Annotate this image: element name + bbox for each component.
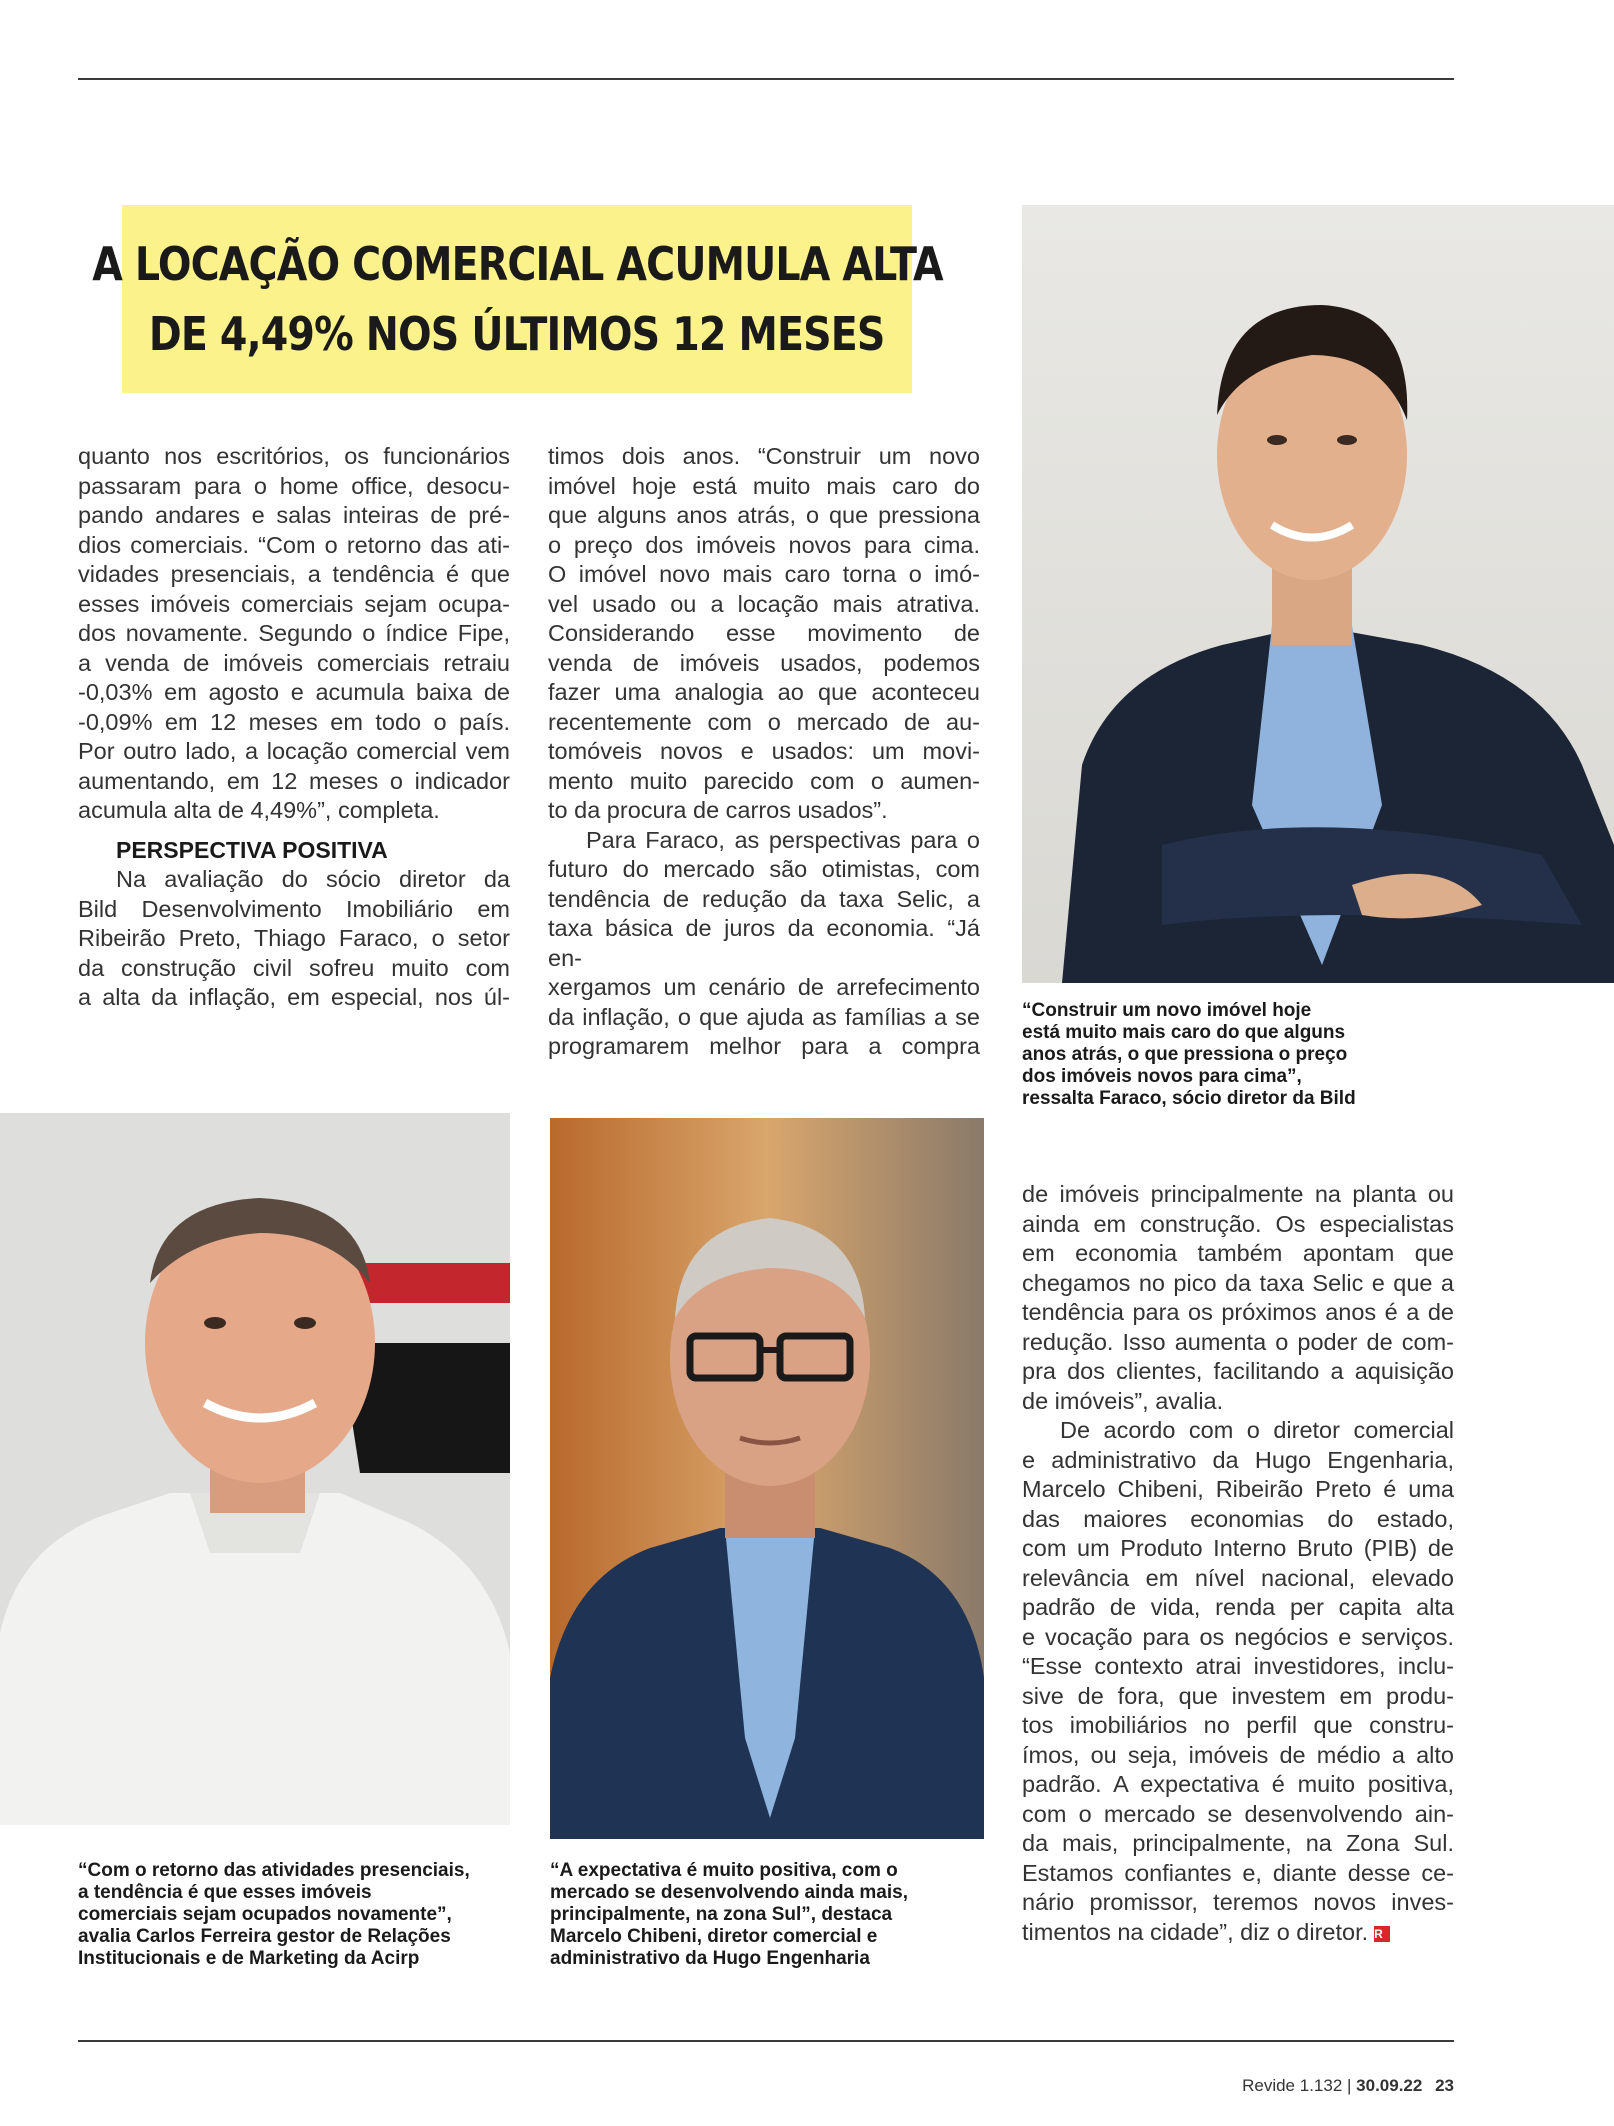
- text-line: taxa básica de juros da economia. “Já en-: [548, 915, 980, 971]
- caption-line: mercado se desenvolvendo ainda mais,: [550, 1882, 908, 1903]
- headline-box: [91, 205, 943, 393]
- text-line: ímos, ou seja, imóveis de médio a alto: [1022, 1741, 1454, 1768]
- caption-line: está muito mais caro do que alguns: [1022, 1022, 1346, 1043]
- text-line: Ribeirão Preto, Thiago Faraco, o setor: [78, 925, 510, 951]
- text-line: tomóveis novos e usados: um movi-: [548, 738, 980, 764]
- caption-line: Institucionais e de Marketing da Acirp: [78, 1948, 420, 1969]
- text-line: vidades presenciais, a tendência é que: [78, 561, 510, 587]
- text-line: em economia também apontam que: [1022, 1240, 1454, 1266]
- article-column-2: [548, 442, 980, 1062]
- text-line: esses imóveis comerciais sejam ocupa-: [78, 590, 510, 617]
- page-number: 23: [1435, 2076, 1454, 2095]
- text-line: da construção civil sofreu muito com: [78, 954, 510, 981]
- magazine-issue: Revide 1.132: [1242, 2076, 1343, 2095]
- caption-line: “Com o retorno das atividades presenciais,: [78, 1860, 470, 1881]
- text-line: ainda em construção. Os especialistas: [1022, 1210, 1454, 1237]
- top-rule: [78, 78, 1454, 80]
- text-line: “Esse contexto atrai investidores, inclu-: [1022, 1653, 1454, 1679]
- page-footer: [1242, 2076, 1454, 2096]
- text-line: Para Faraco, as perspectivas para o: [586, 826, 980, 853]
- headline-line-2: DE 4,49% NOS ÚLTIMOS 12 MESES: [149, 307, 885, 361]
- caption-carlos: [78, 1860, 470, 1970]
- end-mark-icon: R: [1374, 1926, 1390, 1942]
- text-line: vel usado ou a locação mais atrativa.: [548, 590, 980, 617]
- text-line-final: [1022, 1918, 1454, 1948]
- photo-carlos-ferreira: [0, 1113, 510, 1825]
- text-line: tendência de redução da taxa Selic, a: [548, 885, 980, 912]
- text-line: timentos na cidade”, diz o diretor.: [1022, 1918, 1369, 1945]
- text-line: o preço dos imóveis novos para cima.: [548, 531, 980, 558]
- caption-line: comerciais sejam ocupados novamente”,: [78, 1904, 452, 1925]
- text-line: padrão de vida, renda per capita alta: [1022, 1594, 1454, 1620]
- text-line: Por outro lado, a locação comercial vem: [78, 738, 510, 764]
- text-line: Na avaliação do sócio diretor da: [116, 866, 510, 892]
- text-line: futuro do mercado são otimistas, com: [548, 856, 980, 882]
- caption-line: administrativo da Hugo Engenharia: [550, 1948, 870, 1969]
- section-subhead: PERSPECTIVA POSITIVA: [116, 836, 388, 863]
- text-line: chegamos no pico da taxa Selic e que a: [1022, 1269, 1454, 1296]
- article-column-3: [1022, 1180, 1454, 1947]
- caption-marcelo: [550, 1860, 908, 1970]
- issue-date: 30.09.22: [1356, 2076, 1423, 2095]
- caption-line: anos atrás, o que pressiona o preço: [1022, 1044, 1348, 1065]
- text-line: tendência para os próximos anos é a de: [1022, 1299, 1454, 1325]
- caption-line: dos imóveis novos para cima”,: [1022, 1066, 1302, 1087]
- text-line: timos dois anos. “Construir um novo: [548, 443, 980, 469]
- caption-faraco: [1022, 1000, 1356, 1110]
- text-line: dios comerciais. “Com o retorno das ati-: [78, 531, 510, 558]
- text-line: O imóvel novo mais caro torna o imó-: [548, 561, 980, 587]
- caption-line: “A expectativa é muito positiva, com o: [550, 1860, 898, 1881]
- text-line: quanto nos escritórios, os funcionários: [78, 443, 510, 469]
- text-line: Marcelo Chibeni, Ribeirão Preto é uma: [1022, 1476, 1454, 1502]
- caption-line: Marcelo Chibeni, diretor comercial e: [550, 1926, 878, 1947]
- text-line: to da procura de carros usados”.: [548, 797, 888, 823]
- text-line: Estamos confiantes e, diante desse ce-: [1022, 1859, 1454, 1886]
- text-line: com o mercado se desenvolvendo ain-: [1022, 1800, 1454, 1827]
- text-line: xergamos um cenário de arrefecimento: [548, 974, 980, 1000]
- caption-line: ressalta Faraco, sócio diretor da Bild: [1022, 1088, 1356, 1109]
- text-line: acumula alta de 4,49%”, completa.: [78, 797, 440, 823]
- text-line: a alta da inflação, em especial, nos úl-: [78, 984, 510, 1010]
- text-line: Considerando esse movimento de: [548, 620, 980, 646]
- text-line: -0,03% em agosto e acumula baixa de: [78, 679, 510, 705]
- caption-line: principalmente, na zona Sul”, destaca: [550, 1904, 893, 1925]
- text-line: e administrativo da Hugo Engenharia,: [1022, 1446, 1454, 1473]
- text-line: de imóveis principalmente na planta ou: [1022, 1181, 1454, 1207]
- text-line: programarem melhor para a compra: [548, 1033, 980, 1059]
- text-line: -0,09% em 12 meses em todo o país.: [78, 708, 510, 735]
- text-line: com um Produto Interno Bruto (PIB) de: [1022, 1535, 1454, 1561]
- text-line: imóvel hoje está muito mais caro do: [548, 472, 980, 499]
- text-line: sive de fora, que investem em produ-: [1022, 1682, 1454, 1709]
- text-line: mento muito parecido com o aumen-: [548, 767, 980, 794]
- text-line: padrão. A expectativa é muito positiva,: [1022, 1771, 1454, 1797]
- text-line: dos novamente. Segundo o índice Fipe,: [78, 620, 510, 646]
- caption-line: “Construir um novo imóvel hoje: [1022, 1000, 1312, 1021]
- text-line: recentemente com o mercado de au-: [548, 708, 980, 735]
- text-line: aumentando, em 12 meses o indicador: [78, 767, 510, 794]
- caption-line: a tendência é que esses imóveis: [78, 1882, 372, 1903]
- text-line: Bild Desenvolvimento Imobiliário em: [78, 895, 510, 922]
- photo-marcelo-chibeni: [550, 1118, 984, 1839]
- text-line: nário promissor, teremos novos inves-: [1022, 1889, 1454, 1915]
- text-line: tos imobiliários no perfil que constru-: [1022, 1712, 1454, 1738]
- text-line: pando andares e salas inteiras de pré-: [78, 502, 510, 528]
- photo-thiago-faraco: [1022, 205, 1614, 983]
- text-line: das maiores economias do estado,: [1022, 1505, 1454, 1532]
- text-line: relevância em nível nacional, elevado: [1022, 1564, 1454, 1591]
- text-line: de imóveis”, avalia.: [1022, 1387, 1224, 1414]
- text-line: que alguns anos atrás, o que pressiona: [548, 502, 980, 528]
- text-line: da mais, principalmente, na Zona Sul.: [1022, 1830, 1454, 1856]
- text-line: da inflação, o que ajuda as famílias a se: [548, 1003, 980, 1030]
- footer-separator: |: [1347, 2076, 1357, 2095]
- text-line: a venda de imóveis comerciais retraiu: [78, 649, 510, 676]
- text-line: e vocação para os negócios e serviços.: [1022, 1623, 1454, 1650]
- text-line: venda de imóveis usados, podemos: [548, 649, 980, 676]
- text-line: redução. Isso aumenta o poder de com-: [1022, 1328, 1454, 1355]
- text-line: passaram para o home office, desocu-: [78, 472, 510, 499]
- text-line: pra dos clientes, facilitando a aquisição: [1022, 1358, 1454, 1384]
- text-line: fazer uma analogia ao que aconteceu: [548, 679, 980, 705]
- text-line: De acordo com o diretor comercial: [1060, 1417, 1454, 1443]
- headline-line-1: A LOCAÇÃO COMERCIAL ACUMULA ALTA: [91, 237, 943, 291]
- article-column-1: [78, 442, 510, 1013]
- caption-line: avalia Carlos Ferreira gestor de Relações: [78, 1926, 451, 1947]
- bottom-rule: [78, 2040, 1454, 2042]
